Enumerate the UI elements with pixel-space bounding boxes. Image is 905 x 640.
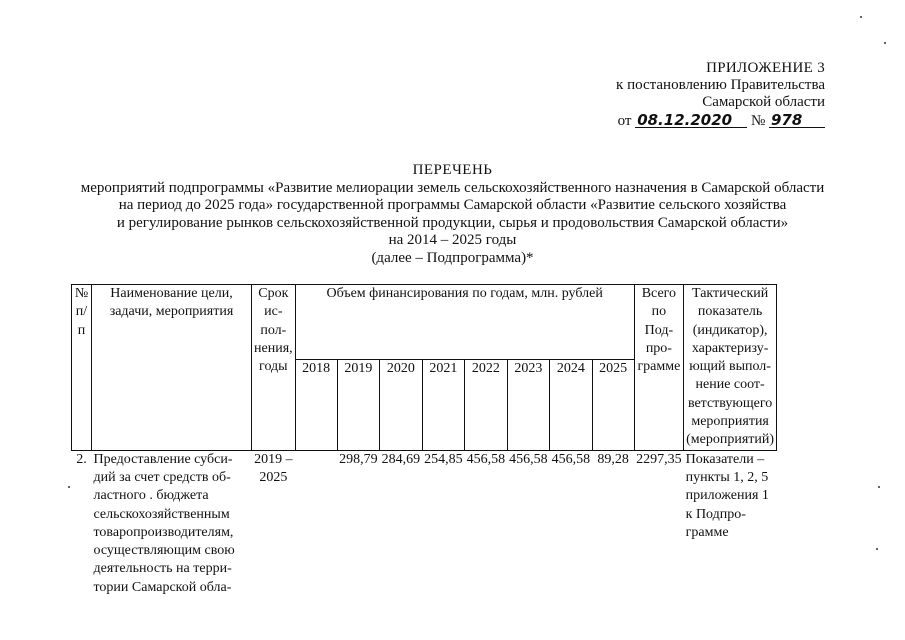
row-value-2021: 254,85 — [424, 451, 463, 467]
header-name: Наименование цели, задачи, мероприятия — [92, 285, 252, 451]
heading-line-4: на 2014 – 2025 годы — [388, 232, 517, 248]
row-term: 2019 – 2025 — [254, 451, 293, 485]
header-year-2022: 2022 — [465, 359, 508, 450]
row-value-2020: 284,69 — [381, 451, 421, 467]
row-value-2025: 89,28 — [597, 451, 629, 467]
measures-table — [71, 284, 777, 597]
header-year-2019: 2019 — [337, 359, 380, 450]
heading-line-1: мероприятий подпрограммы «Развитие мелиорации земель сельскохозяйственного назначения в Самарской области — [80, 179, 825, 196]
header-year-2020: 2020 — [380, 359, 423, 450]
header-indicator: Тактический показатель (индикатор), характеризу- ющий выпол- нение соот- ветствующего мероприятия (мероприятий) — [684, 285, 777, 451]
header-year-2025: 2025 — [592, 359, 634, 450]
header-year-2024: 2024 — [550, 359, 593, 450]
handwritten-number: 978 — [769, 113, 825, 128]
scan-speck — [876, 548, 878, 550]
header-year-2021: 2021 — [422, 359, 465, 450]
row-total: 2297,35 — [636, 451, 682, 467]
row-name: Предоставление субси- дий за счет средств об- ластного . бюджета сельскохозяйственным товаропроизводителям, осуществляющим свою деятельность на терри- тории Самарской обла- — [93, 451, 235, 595]
heading-title: ПЕРЕЧЕНЬ — [412, 162, 493, 178]
appendix-date-number — [565, 113, 825, 130]
heading-line-2: на период до 2025 года» государственной программы Самарской области «Развитие сельского хозяйства — [118, 197, 787, 213]
header-term: Срок ис- пол- нения, годы — [252, 285, 296, 451]
appendix-line-2: Самарской области — [702, 94, 825, 110]
header-total: Всего по Под- про- грамме — [634, 285, 684, 451]
table-header-row — [72, 285, 777, 360]
header-number: № п/п — [72, 285, 92, 451]
heading-line-5: (далее – Подпрограмма)* — [371, 249, 534, 266]
document-heading — [40, 162, 865, 267]
scan-speck — [884, 42, 886, 44]
appendix-block — [565, 60, 825, 130]
appendix-number-label: № — [750, 113, 766, 129]
heading-line-3: и регулирование рынков сельскохозяйственной продукции, сырья и продовольствия Самарской области» — [116, 214, 789, 231]
header-year-2023: 2023 — [507, 359, 550, 450]
appendix-line-1: к постановлению Правительства — [616, 77, 825, 93]
row-value-2018 — [295, 450, 337, 597]
appendix-title: ПРИЛОЖЕНИЕ 3 — [706, 60, 825, 76]
handwritten-date: 08.12.2020 — [635, 113, 747, 128]
row-value-2023: 456,58 — [509, 451, 548, 467]
scan-speck — [68, 486, 70, 488]
row-value-2019: 298,79 — [339, 451, 378, 467]
row-number: 2. — [76, 451, 87, 467]
row-indicator: Показатели – пункты 1, 2, 5 приложения 1 к Подпро- грамме — [685, 451, 769, 540]
table-row — [72, 450, 777, 597]
scan-speck — [878, 486, 880, 488]
scan-speck — [860, 16, 862, 18]
header-funding: Объем финансирования по годам, млн. рублей — [295, 285, 634, 360]
row-value-2024: 456,58 — [551, 451, 591, 467]
header-year-2018: 2018 — [295, 359, 337, 450]
row-value-2022: 456,58 — [466, 451, 506, 467]
appendix-from-label: от — [617, 113, 632, 129]
